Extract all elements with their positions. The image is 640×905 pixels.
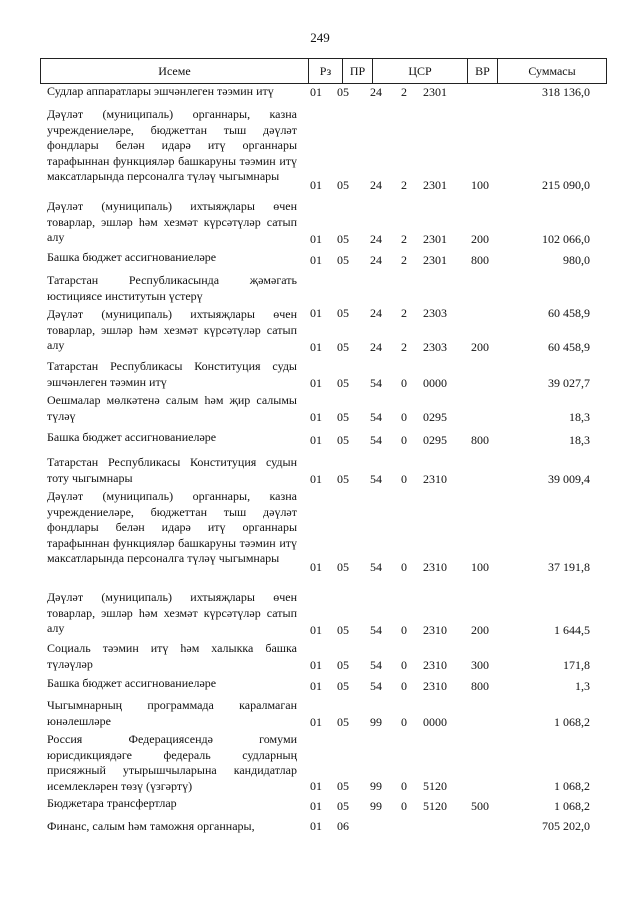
- row-vr-cell: 200: [471, 622, 489, 637]
- row-sum-cell: 1 068,2: [554, 798, 590, 813]
- row-rz-cell: 01: [310, 177, 322, 192]
- row-pr-cell: 05: [337, 714, 349, 729]
- row-csr-cell: 24: [370, 231, 382, 246]
- row-sum-cell: 318 136,0: [542, 84, 590, 99]
- page-number: 249: [310, 30, 330, 45]
- row-csr-cell: 54: [370, 622, 382, 637]
- row-vr-cell: 100: [471, 559, 489, 574]
- row-rz-cell: 01: [310, 559, 322, 574]
- row-csr-cell: 2310: [423, 678, 447, 693]
- table-row: [0, 676, 640, 694]
- header-rz: Рз: [309, 59, 343, 83]
- row-vr-cell: 200: [471, 231, 489, 246]
- row-csr-cell: 2301: [423, 177, 447, 192]
- table-row: [0, 819, 640, 839]
- row-sum-cell: 1 068,2: [554, 714, 590, 729]
- row-csr-cell: 0: [401, 714, 407, 729]
- row-rz-cell: 01: [310, 305, 322, 320]
- row-label: Татарстан Республикасында җәмәгать юстициясе институтын үстерү: [47, 273, 297, 303]
- row-rz-cell: 01: [310, 252, 322, 267]
- row-csr-cell: 24: [370, 252, 382, 267]
- row-csr-cell: 24: [370, 84, 382, 99]
- row-label: Дәүләт (муниципаль) ихтыяҗлары өчен товарлар, эшләр һәм хезмәт күрсәтүләр сатып алу: [47, 199, 297, 244]
- table-row: [0, 430, 640, 448]
- row-sum-cell: 1,3: [575, 678, 590, 693]
- row-pr-cell: 05: [337, 305, 349, 320]
- row-pr-cell: 05: [337, 339, 349, 354]
- table-row: [0, 489, 640, 575]
- row-csr-cell: 24: [370, 177, 382, 192]
- row-csr-cell: 2: [401, 84, 407, 99]
- row-csr-cell: 2301: [423, 252, 447, 267]
- row-rz-cell: 01: [310, 339, 322, 354]
- row-csr-cell: 2301: [423, 231, 447, 246]
- row-sum-cell: 39 009,4: [548, 471, 590, 486]
- table-row: [0, 455, 640, 487]
- row-rz-cell: 01: [310, 798, 322, 813]
- row-csr-cell: 0: [401, 622, 407, 637]
- row-csr-cell: 24: [370, 305, 382, 320]
- row-csr-cell: 0: [401, 778, 407, 793]
- row-label: Финанс, салым һәм таможня органнары,: [47, 819, 255, 833]
- row-label: Башка бюджет ассигнованиеләре: [47, 676, 217, 690]
- row-rz-cell: 01: [310, 84, 322, 99]
- row-vr-cell: 300: [471, 657, 489, 672]
- row-vr-cell: 800: [471, 252, 489, 267]
- row-sum-cell: 60 458,9: [548, 339, 590, 354]
- row-pr-cell: 05: [337, 622, 349, 637]
- row-csr-cell: 2: [401, 231, 407, 246]
- row-pr-cell: 05: [337, 559, 349, 574]
- row-sum-cell: 102 066,0: [542, 231, 590, 246]
- row-csr-cell: 0: [401, 678, 407, 693]
- row-vr-cell: 100: [471, 177, 489, 192]
- row-csr-cell: 0: [401, 471, 407, 486]
- row-label: Дәүләт (муниципаль) ихтыяҗлары өчен товарлар, эшләр һәм хезмәт күрсәтүләр сатып алу: [47, 307, 297, 352]
- row-pr-cell: 05: [337, 657, 349, 672]
- row-csr-cell: 2303: [423, 305, 447, 320]
- row-csr-cell: 54: [370, 471, 382, 486]
- table-row: [0, 698, 640, 730]
- row-pr-cell: 05: [337, 409, 349, 424]
- row-sum-cell: 1 068,2: [554, 778, 590, 793]
- row-label: Дәүләт (муниципаль) органнары, казна учреждениеләре, бюджеттан тыш дәүләт фондлары белән идарә итү органнары тарафыннан функцияләр башкаруны тәэмин итү максатларында персоналга түләү чыгымнары: [47, 107, 297, 183]
- row-csr-cell: 0: [401, 798, 407, 813]
- row-pr-cell: 05: [337, 375, 349, 390]
- row-csr-cell: 0: [401, 657, 407, 672]
- row-rz-cell: 01: [310, 622, 322, 637]
- row-csr-cell: 0: [401, 432, 407, 447]
- table-row: [0, 84, 640, 100]
- row-csr-cell: 5120: [423, 778, 447, 793]
- row-csr-cell: 54: [370, 375, 382, 390]
- table-row: [0, 359, 640, 391]
- row-sum-cell: 215 090,0: [542, 177, 590, 192]
- table-row: [0, 641, 640, 673]
- row-csr-cell: 5120: [423, 798, 447, 813]
- row-csr-cell: 2: [401, 339, 407, 354]
- row-rz-cell: 01: [310, 409, 322, 424]
- header-vr: ВР: [468, 59, 498, 83]
- table-row: [0, 393, 640, 425]
- row-csr-cell: 2301: [423, 84, 447, 99]
- row-csr-cell: 54: [370, 678, 382, 693]
- row-sum-cell: 39 027,7: [548, 375, 590, 390]
- row-rz-cell: 01: [310, 432, 322, 447]
- row-csr-cell: 99: [370, 714, 382, 729]
- row-vr-cell: 500: [471, 798, 489, 813]
- row-csr-cell: 0295: [423, 409, 447, 424]
- row-sum-cell: 171,8: [563, 657, 590, 672]
- row-rz-cell: 01: [310, 819, 322, 833]
- row-csr-cell: 0295: [423, 432, 447, 447]
- row-label: Башка бюджет ассигнованиеләре: [47, 250, 217, 264]
- row-rz-cell: 01: [310, 471, 322, 486]
- row-csr-cell: 0: [401, 559, 407, 574]
- row-sum-cell: 1 644,5: [554, 622, 590, 637]
- row-csr-cell: 99: [370, 798, 382, 813]
- row-label: Дәүләт (муниципаль) органнары, казна учреждениеләре, бюджеттан тыш дәүләт фондлары белән идарә итү органнары тарафыннан функцияләр башкаруны тәэмин итү максатларында персоналга түләү чыгымнары: [47, 489, 297, 565]
- row-sum-cell: 705 202,0: [542, 819, 590, 833]
- row-rz-cell: 01: [310, 231, 322, 246]
- row-pr-cell: 06: [337, 819, 349, 833]
- row-label: Судлар аппаратлары эшчәнлеген тәэмин итү: [47, 84, 274, 98]
- row-csr-cell: 2310: [423, 471, 447, 486]
- row-csr-cell: 2: [401, 177, 407, 192]
- table-row: [0, 590, 640, 638]
- row-csr-cell: 2310: [423, 559, 447, 574]
- row-rz-cell: 01: [310, 714, 322, 729]
- header-pr: ПР: [343, 59, 373, 83]
- row-rz-cell: 01: [310, 657, 322, 672]
- row-csr-cell: 0: [401, 375, 407, 390]
- row-pr-cell: 05: [337, 231, 349, 246]
- row-csr-cell: 24: [370, 339, 382, 354]
- row-label: Социаль тәэмин итү һәм халыкка башка түләүләр: [47, 641, 297, 671]
- row-pr-cell: 05: [337, 798, 349, 813]
- header-sum: Суммасы: [528, 64, 576, 78]
- row-label: Россия Федерациясендә гомуми юрисдикциядәге федераль судларның присяжный утырышчыларына кандидатлар исемлекләрен төзү (үзгәртү): [47, 732, 297, 793]
- row-csr-cell: 2: [401, 305, 407, 320]
- header-csr: ЦСР: [373, 59, 468, 83]
- row-label: Татарстан Республикасы Конституция суды эшчәнлеген тәэмин итү: [47, 359, 297, 389]
- row-sum-cell: 980,0: [563, 252, 590, 267]
- table-row: [0, 307, 640, 355]
- row-rz-cell: 01: [310, 778, 322, 793]
- row-vr-cell: 200: [471, 339, 489, 354]
- row-label: Бюджетара трансфертлар: [47, 796, 177, 810]
- row-label: Чыгымнарның программада каралмаган юнәлешләре: [47, 698, 297, 728]
- row-rz-cell: 01: [310, 678, 322, 693]
- row-csr-cell: 2303: [423, 339, 447, 354]
- row-label: Башка бюджет ассигнованиеләре: [47, 430, 217, 444]
- row-vr-cell: 800: [471, 432, 489, 447]
- table-row: [0, 107, 640, 193]
- table-row: [0, 732, 640, 794]
- row-pr-cell: 05: [337, 778, 349, 793]
- row-pr-cell: 05: [337, 678, 349, 693]
- row-pr-cell: 05: [337, 432, 349, 447]
- row-label: Дәүләт (муниципаль) ихтыяҗлары өчен товарлар, эшләр һәм хезмәт күрсәтүләр сатып алу: [47, 590, 297, 635]
- row-pr-cell: 05: [337, 471, 349, 486]
- row-csr-cell: 54: [370, 409, 382, 424]
- table-row: [0, 199, 640, 247]
- row-csr-cell: 2310: [423, 657, 447, 672]
- row-sum-cell: 18,3: [569, 409, 590, 424]
- row-pr-cell: 05: [337, 84, 349, 99]
- row-sum-cell: 37 191,8: [548, 559, 590, 574]
- row-csr-cell: 2310: [423, 622, 447, 637]
- row-csr-cell: 54: [370, 657, 382, 672]
- row-label: Оешмалар мөлкәтенә салым һәм җир салымы түләү: [47, 393, 297, 423]
- table-row: [0, 796, 640, 814]
- row-csr-cell: 54: [370, 559, 382, 574]
- row-rz-cell: 01: [310, 375, 322, 390]
- row-label: Татарстан Республикасы Конституция судын тоту чыгымнары: [47, 455, 297, 485]
- header-name: Исеме: [41, 59, 309, 83]
- table-row: [0, 250, 640, 268]
- row-sum-cell: 18,3: [569, 432, 590, 447]
- row-csr-cell: 54: [370, 432, 382, 447]
- row-csr-cell: 0000: [423, 714, 447, 729]
- row-pr-cell: 05: [337, 252, 349, 267]
- row-sum-cell: 60 458,9: [548, 305, 590, 320]
- row-csr-cell: 0000: [423, 375, 447, 390]
- row-csr-cell: 99: [370, 778, 382, 793]
- row-csr-cell: 0: [401, 409, 407, 424]
- row-vr-cell: 800: [471, 678, 489, 693]
- table-header: [40, 58, 607, 84]
- row-csr-cell: 2: [401, 252, 407, 267]
- row-pr-cell: 05: [337, 177, 349, 192]
